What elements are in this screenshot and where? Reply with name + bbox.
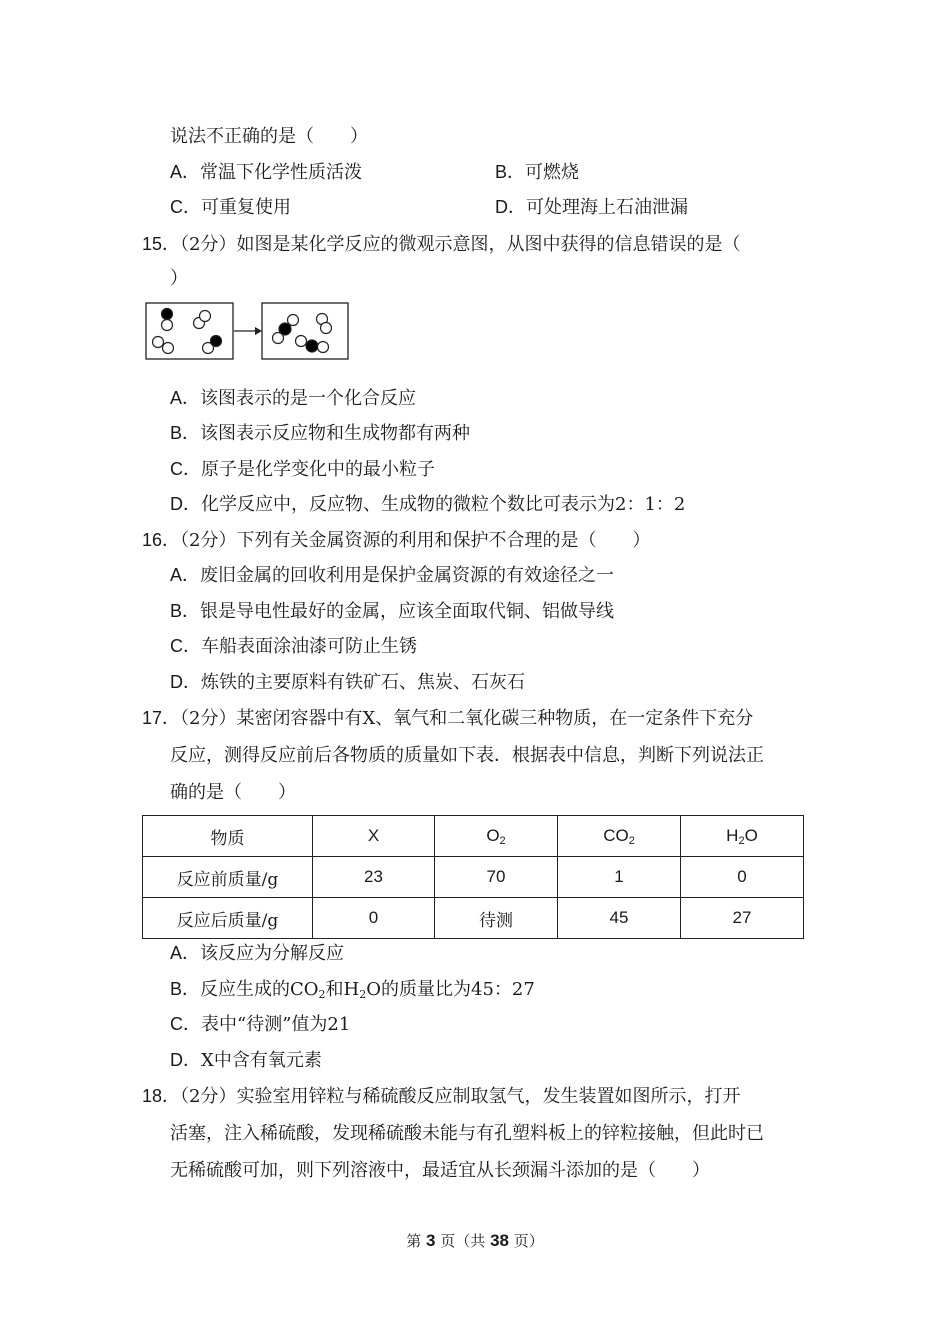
product-molecules: [273, 314, 332, 353]
question-number: 15．: [142, 234, 181, 254]
table-cell: 1: [558, 857, 681, 898]
option-text: 和H: [325, 979, 360, 1000]
q17-option-d: [170, 1048, 322, 1073]
table-cell: 0: [313, 898, 435, 939]
option-text: 银是导电性最好的金属，应该全面取代铜、铝做导线: [200, 601, 615, 622]
option-label: A．: [170, 388, 201, 408]
q14-option-b: [495, 160, 579, 185]
table-cell: 27: [681, 898, 804, 939]
q14-option-c: [170, 195, 291, 220]
table-header-cell: [681, 816, 804, 857]
option-label: B．: [170, 601, 201, 621]
question-score: （2分）: [180, 234, 237, 255]
question-text: 某密闭容器中有X、氧气和二氧化碳三种物质，在一定条件下充分: [236, 708, 754, 729]
q14-option-a: [170, 160, 362, 185]
option-text: O的质量比为45：27: [366, 979, 535, 1000]
q17-stem-line1: [142, 706, 753, 731]
q17-stem-line2: 反应，测得反应前后各物质的质量如下表．根据表中信息，判断下列说法正: [170, 745, 764, 766]
option-text: 表中“待测”值为21: [201, 1014, 351, 1035]
option-text: 可燃烧: [525, 162, 580, 183]
table-header-cell: 物质: [143, 816, 313, 857]
option-label: A．: [170, 565, 201, 585]
question-text: 实验室用锌粒与稀硫酸反应制取氢气，发生装置如图所示，打开: [236, 1086, 741, 1107]
option-text: 炼铁的主要原料有铁矿石、焦炭、石灰石: [201, 672, 525, 693]
q17-stem-line3: 确的是（ ）: [170, 782, 296, 803]
formula-subscript: 2: [318, 988, 326, 1001]
option-text: 该图表示反应物和生成物都有两种: [200, 423, 471, 444]
option-label: D．: [170, 672, 201, 692]
mass-table: [142, 815, 804, 939]
option-label: C．: [170, 1014, 201, 1034]
q14-stem-tail: 说法不正确的是（ ）: [170, 126, 368, 147]
formula-text: CO: [603, 825, 629, 845]
table-header-cell: X: [313, 816, 435, 857]
table-cell: 23: [313, 857, 435, 898]
option-text: 可处理海上石油泄漏: [526, 197, 688, 218]
reactant-molecules: [153, 309, 222, 354]
footer-middle: 页（共: [440, 1232, 486, 1250]
option-label: D．: [170, 494, 201, 514]
q15-option-a: [170, 386, 416, 411]
footer-prefix: 第: [406, 1232, 422, 1250]
question-text: 下列有关金属资源的利用和保护不合理的是（ ）: [236, 530, 651, 551]
q16-option-d: [170, 670, 525, 695]
table-row: [143, 857, 804, 898]
q15-stem-end: ）: [170, 268, 188, 289]
option-text: 可重复使用: [201, 197, 291, 218]
option-label: B．: [170, 423, 201, 443]
question-number: 17．: [142, 708, 181, 728]
table-row: [143, 898, 804, 939]
question-score: （2分）: [180, 1086, 237, 1107]
option-text: 废旧金属的回收利用是保护金属资源的有效途径之一: [200, 565, 615, 586]
table-cell: 反应后质量/g: [143, 898, 313, 939]
reaction-micro-diagram: [145, 302, 350, 362]
q17-option-b: [170, 977, 535, 1007]
table-cell: 待测: [435, 898, 558, 939]
q15-option-d: [170, 492, 685, 517]
option-label: C．: [170, 636, 201, 656]
q18-stem-line2: 活塞，注入稀硫酸，发现稀硫酸未能与有孔塑料板上的锌粒接触，但此时已: [170, 1123, 764, 1144]
option-text: 化学反应中，反应物、生成物的微粒个数比可表示为2：1：2: [201, 494, 686, 515]
question-number: 18．: [142, 1086, 181, 1106]
q15-option-b: [170, 421, 470, 446]
table-cell: 0: [681, 857, 804, 898]
formula-text: O: [744, 825, 758, 845]
table-cell: 45: [558, 898, 681, 939]
option-label: D．: [495, 197, 526, 217]
option-label: C．: [170, 459, 201, 479]
option-text: 常温下化学性质活泼: [200, 162, 363, 183]
option-label: C．: [170, 197, 201, 217]
formula-subscript: 2: [628, 834, 635, 847]
option-text: 该反应为分解反应: [200, 943, 345, 964]
option-label: A．: [170, 943, 201, 963]
q16-option-b: [170, 599, 614, 624]
table-header-row: [143, 816, 804, 857]
table-cell: 70: [435, 857, 558, 898]
option-text: 车船表面涂油漆可防止生锈: [201, 636, 417, 657]
table-header-cell: [558, 816, 681, 857]
option-label: A．: [170, 162, 201, 182]
question-number: 16．: [142, 530, 181, 550]
total-pages: 38: [490, 1231, 509, 1250]
q18-stem-line3: 无稀硫酸可加，则下列溶液中，最适宜从长颈漏斗添加的是（ ）: [170, 1160, 710, 1181]
question-score: （2分）: [180, 708, 237, 729]
page-number: 3: [426, 1231, 436, 1250]
q18-stem-line1: [142, 1084, 740, 1109]
formula-text: O: [486, 825, 500, 845]
q16-option-c: [170, 634, 417, 659]
option-label: B．: [495, 162, 526, 182]
question-score: （2分）: [180, 530, 237, 551]
q17-option-c: [170, 1012, 350, 1037]
footer-suffix: 页）: [513, 1232, 544, 1250]
option-label: D．: [170, 1050, 201, 1070]
option-text: 该图表示的是一个化合反应: [200, 388, 417, 409]
reactant-box: [146, 303, 233, 359]
product-box: [262, 303, 348, 359]
table-header-cell: [435, 816, 558, 857]
question-text: 如图是某化学反应的微观示意图，从图中获得的信息错误的是（: [236, 234, 741, 255]
q15-stem: [142, 232, 740, 257]
option-label: B．: [170, 979, 201, 999]
option-text: 反应生成的CO: [200, 979, 319, 1000]
formula-subscript: 2: [499, 834, 506, 847]
page-footer: [0, 1230, 950, 1251]
option-text: 原子是化学变化中的最小粒子: [201, 459, 435, 480]
formula-text: H: [726, 825, 739, 845]
formula-subscript: 2: [359, 988, 367, 1001]
reaction-arrow-head: [255, 327, 262, 335]
q14-option-d: [495, 195, 688, 220]
q16-stem: [142, 528, 650, 553]
option-text: X中含有氧元素: [201, 1050, 322, 1071]
q15-option-c: [170, 457, 435, 482]
table-cell: 反应前质量/g: [143, 857, 313, 898]
formula-subscript: 2: [738, 834, 745, 847]
q17-option-a: [170, 941, 344, 966]
q16-option-a: [170, 563, 614, 588]
